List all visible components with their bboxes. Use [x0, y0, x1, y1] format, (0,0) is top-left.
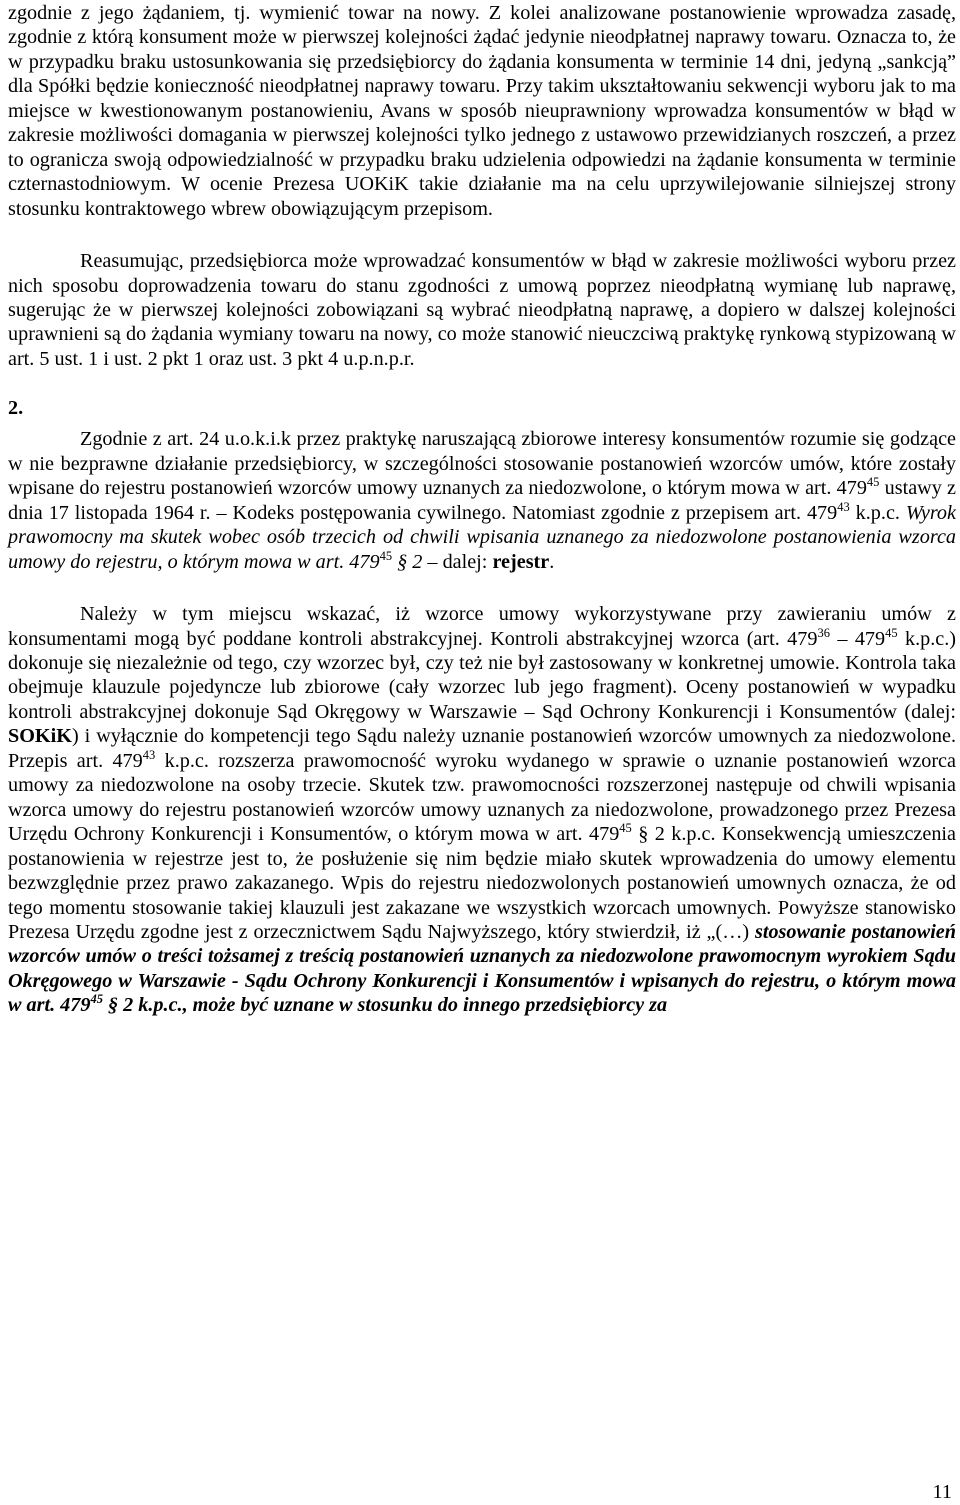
- section-number-2: 2.: [8, 397, 24, 420]
- paragraph-abstract-control: [8, 602, 956, 1018]
- paragraph-art-24: [8, 427, 956, 574]
- italic-quote: § 2: [392, 550, 423, 573]
- text-run: – dalej:: [422, 550, 493, 573]
- superscript: 43: [142, 747, 156, 762]
- superscript: 45: [619, 821, 632, 836]
- superscript: 43: [837, 499, 850, 514]
- text-run: k.p.c.: [849, 501, 906, 524]
- superscript: 45: [90, 992, 103, 1007]
- bold-italic-quote: stosowanie postanowień wzorców umów o treści tożsamej z treścią postanowień uznanych za niedozwolone prawomocnym wyrokiem Sądu Okręgowego w Warszawie - Sądu Ochrony Konkurencji i Konsumentów i wpisanych do rejestru, o którym mowa w art. 479: [8, 920, 956, 1017]
- bold-term-rejestr: rejestr: [492, 550, 550, 573]
- superscript: 45: [866, 475, 880, 490]
- paragraph-avans-sequence: [8, 1, 956, 221]
- superscript: 36: [817, 625, 830, 640]
- italic-quote: Wyrok prawomocny ma skutek wobec osób trzecich od chwili wpisania uznanego za niedozwolone postanowienia wzorca umowy do rejestru, o którym mowa w art. 479: [8, 501, 956, 573]
- paragraph-text: Reasumując, przedsiębiorca może wprowadzać konsumentów w błąd w zakresie możliwości wyboru przez nich sposobu doprowadzenia towaru do stanu zgodności z umową poprzez nieodpłatną wymianę lub naprawę, sugerując że w pierwszej kolejności zobowiązani są wybrać nieodpłatną naprawę, a dopiero w dalszej kolejności uprawnieni są do żądania wymiany towaru na nowy, co może stanowić nieuczciwą praktykę rynkową stypizowaną w art. 5 ust. 1 i ust. 2 pkt 1 oraz ust. 3 pkt 4 u.p.n.p.r.: [8, 250, 956, 370]
- paragraph-text: zgodnie z jego żądaniem, tj. wymienić towar na nowy. Z kolei analizowane postanowienie wprowadza zasadę, zgodnie z którą konsument może w pierwszej kolejności żądać jedynie nieodpłatnej naprawy towaru. Oznacza to, że w przypadku braku ustosunkowania się przedsiębiorcy do żądania konsumenta w terminie 14 dni, jedyną „sankcją” dla Spółki będzie konieczność nieodpłatnej naprawy towaru. Przy takim ukształtowaniu sekwencji wyboru jak to ma miejsce w kwestionowanym postanowieniu, Avans w sposób nieuprawniony wprowadza konsumentów w błąd w zakresie możliwości domagania w pierwszej kolejności tylko jednego z ustawowo przewidzianych roszczeń, a przez to ogranicza swoją odpowiedzialność w przypadku braku udzielenia odpowiedzi na żądanie konsumenta w terminie czternastodniowym. W ocenie Prezesa UOKiK takie działanie ma na celu uprzywilejowanie silniejszej strony stosunku kontraktowego wbrew obowiązującym przepisom.: [8, 2, 956, 220]
- text-run: k.p.c. rozszerza prawomocność wyroku wydanego w sprawie o uznanie postanowień wzorca umowy za niedozwolone na osoby trzecie. Skutek tzw. prawomocności rozszerzonej następuje od chwili wpisania wzorca umowy do rejestru postanowień wzorców umowy uznanych za niedozwolone, prowadzonego przez Prezesa Urzędu Ochrony Konkurencji i Konsumentów, o którym mowa w art. 479: [8, 749, 956, 846]
- bold-italic-quote: § 2 k.p.c., może być uznane w stosunku do innego przedsiębiorcy za: [102, 994, 668, 1017]
- text-run: – 479: [829, 627, 886, 650]
- document-page: [8, 0, 956, 1018]
- superscript: 45: [379, 548, 393, 563]
- text-run: Zgodnie z art. 24 u.o.k.i.k przez praktykę naruszającą zbiorowe interesy konsumentów rozumie się godzące w nie bezprawne działanie przedsiębiorcy, w szczególności stosowanie postanowień wzorców umów, które zostały wpisane do rejestru postanowień wzorców umowy uznanych za niedozwolone, o którym mowa w art. 479: [8, 428, 956, 500]
- paragraph-summary: [8, 249, 956, 371]
- bold-term-sokik: SOKiK: [8, 725, 72, 748]
- page-number: 11: [932, 1481, 952, 1503]
- text-run: ustawy z dnia 17 listopada 1964 r. – Kodeks postępowania cywilnego. Natomiast zgodnie z przepisem art. 479: [8, 477, 956, 524]
- superscript: 45: [885, 625, 898, 640]
- text-run: Należy w tym miejscu wskazać, iż wzorce umowy wykorzystywane przy zawieraniu umów z konsumentami mogą być poddane kontroli abstrakcyjnej. Kontroli abstrakcyjnej wzorca (art. 479: [8, 603, 956, 650]
- text-run: § 2 k.p.c. Konsekwencją umieszczenia postanowienia w rejestrze jest to, że posłużenie się nim będzie miało skutek wprowadzenia do umowy elementu bezwzględnie przez prawo zakazanego. Wpis do rejestru niedozwolonych postanowień umownych oznacza, że od tego momentu stosowanie takiej klauzuli jest zakazane we wszystkich wzorcach umownych. Powyższe stanowisko Prezesa Urzędu zgodne jest z orzecznictwem Sądu Najwyższego, który stwierdził, iż „(…): [8, 823, 956, 943]
- text-run: .: [549, 550, 555, 573]
- text-run: k.p.c.) dokonuje się niezależnie od tego, czy wzorzec był, czy też nie był zastosowany w konkretnej umowie. Kontrola taka obejmuje klauzule pojedyncze lub zbiorowe (cały wzorzec lub jego fragment). Oceny postanowień w wypadku kontroli abstrakcyjnej dokonuje Sąd Okręgowy w Warszawie – Sąd Ochrony Konkurencji i Konsumentów (dalej:: [8, 627, 957, 723]
- text-run: ) i wyłącznie do kompetencji tego Sądu należy uznanie postanowień wzorców umownych za niedozwolone. Przepis art. 479: [8, 725, 956, 772]
